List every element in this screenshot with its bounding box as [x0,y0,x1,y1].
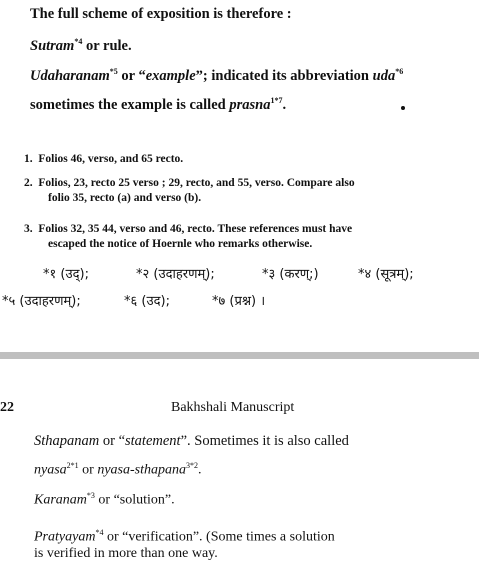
deva-note-1: *१ (उद्); [43,267,89,282]
page-divider [0,352,479,359]
udaharanam-line: Udaharanam$^{*5}$ or “example”; indicated its abbreviation uda$^{*6}$ [30,67,404,84]
deva-note-5: *५ (उदाहरणम्); [2,294,81,309]
sthapanam-line: Sthapanam or “statement”. Sometimes it is also called [34,433,349,449]
footnote-3: 3. Folios 32, 35 44, verso and 46, recto. These references must have [24,223,353,235]
pratyayam-line: Pratyayam$^{*4}$ or “verification”. (Some times a solution [34,528,335,545]
ink-dot [401,106,405,110]
intro-line: The full scheme of exposition is therefore : [30,6,292,22]
nyasa-line: nyasa$^{2*1}$ or nyasa-sthapana$^{3*2}$. [34,461,202,478]
running-header: Bakhshali Manuscript [171,400,295,415]
deva-note-2: *२ (उदाहरणम्); [136,267,215,282]
footnote-3-cont: escaped the notice of Hoernle who remarks otherwise. [48,238,313,250]
pratyayam-line-cont: is verified in more than one way. [34,546,218,561]
footnote-1: 1. Folios 46, verso, and 65 recto. [24,153,184,165]
page-number: 22 [0,400,14,415]
karanam-line: Karanam$^{*3}$ or “solution”. [34,491,175,508]
deva-note-3: *३ (करण्;) [262,267,319,282]
footnote-2-cont: folio 35, recto (a) and verso (b). [48,192,202,204]
sutram-line: Sutram$^{*4}$ or rule. [30,37,132,54]
deva-note-7: *७ (प्रश्न) । [212,294,266,309]
deva-note-4: *४ (सूत्रम्); [358,267,414,282]
footnote-2: 2. Folios, 23, recto 25 verso ; 29, recto, and 55, verso. Compare also [24,177,355,189]
deva-note-6: *६ (उद); [124,294,170,309]
prasna-line: sometimes the example is called prasna$^{1*7}$. [30,96,287,113]
